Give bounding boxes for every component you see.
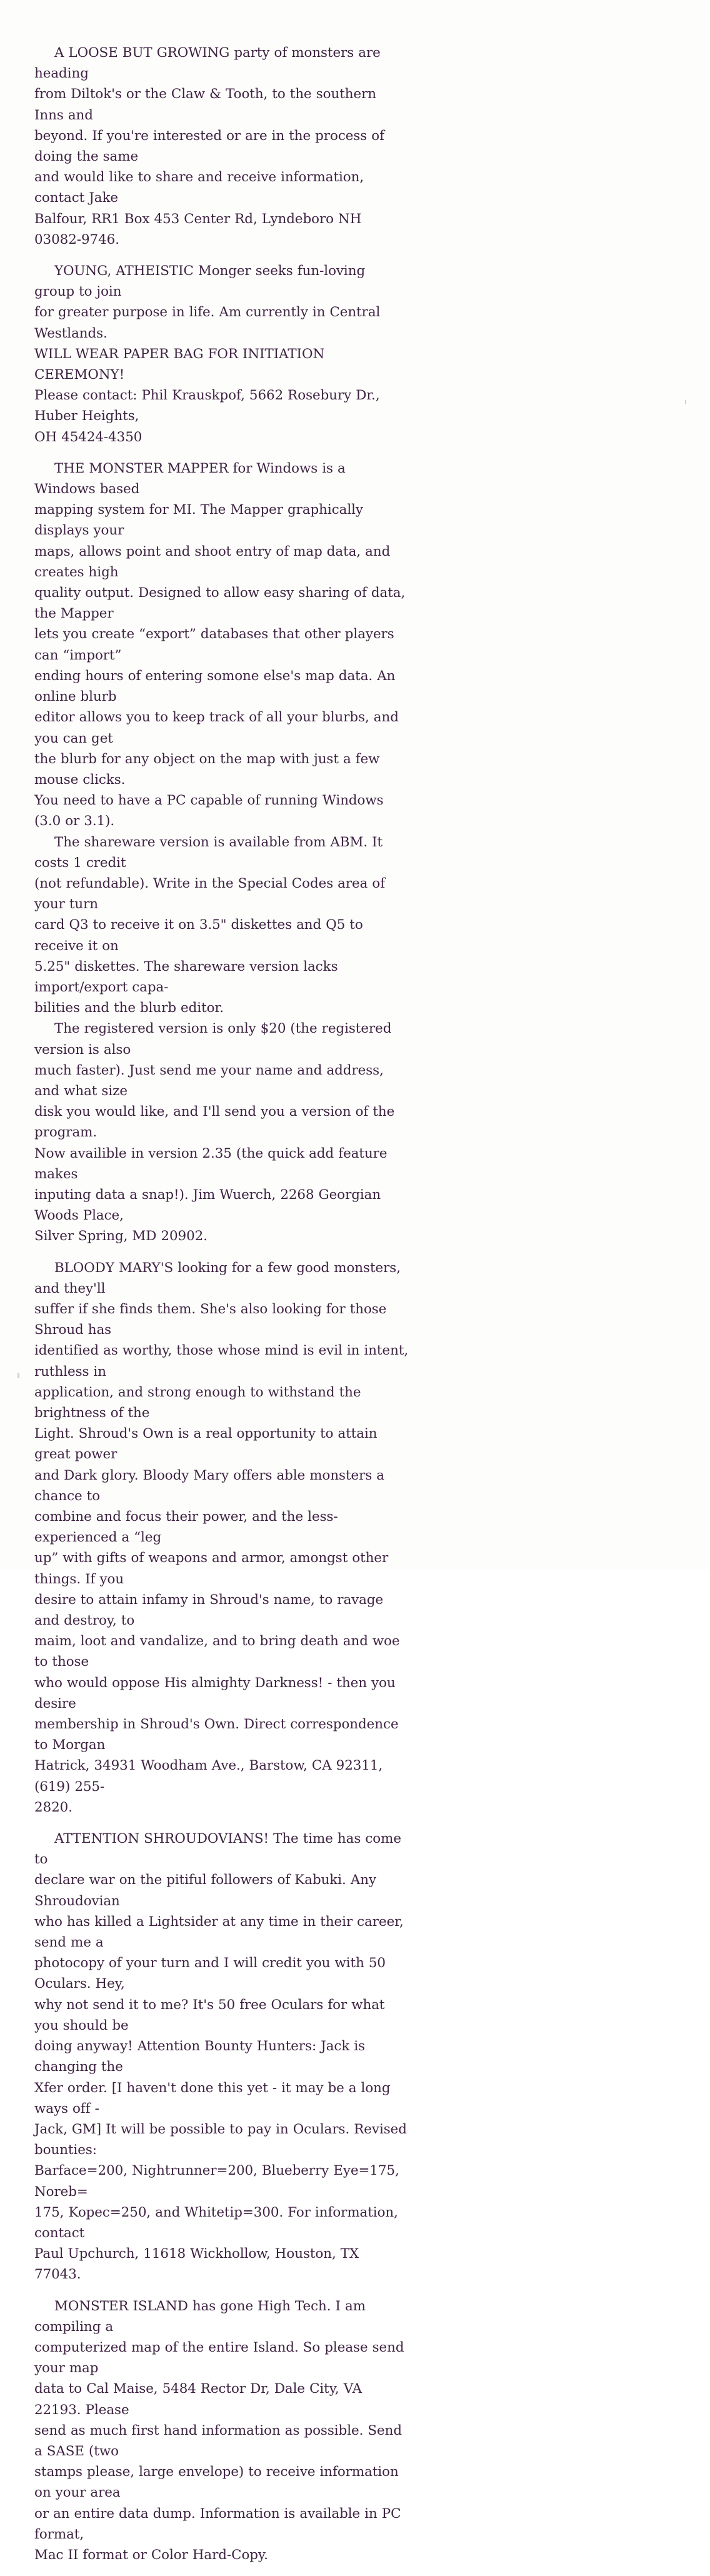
text-line: why not send it to me? It's 50 free Oculars for what you should be <box>34 1997 389 2033</box>
paragraph-attention-shroudovians <box>34 1828 409 2285</box>
paragraph-monster-island <box>34 2296 409 2566</box>
text-line: maim, loot and vandalize, and to bring death and woe to those <box>34 1633 404 1670</box>
text-line: membership in Shroud's Own. Direct correspondence to Morgan <box>34 1716 403 1753</box>
text-line: Paul Upchurch, 11618 Wickhollow, Houston, TX 77043. <box>34 2246 364 2283</box>
text-line: Jack, GM] It will be possible to pay in Oculars. Revised bounties: <box>34 2121 411 2158</box>
text-line: Balfour, RR1 Box 453 Center Rd, Lyndeboro NH 03082-9746. <box>34 211 366 248</box>
text-line: Please contact: Phil Krauskpof, 5662 Rosebury Dr., Huber Heights, <box>34 388 384 424</box>
text-line: data to Cal Maise, 5484 Rector Dr, Dale City, VA 22193. Please <box>34 2381 367 2418</box>
text-line: identified as worthy, those whose mind is evil in intent, ruthless in <box>34 1343 413 1380</box>
text-line: much faster). Just send me your name and address, and what size <box>34 1062 388 1099</box>
text-line: stamps please, large envelope) to receive information on your area <box>34 2464 403 2501</box>
text-line: The registered version is only $20 (the registered version is also <box>34 1021 396 1058</box>
text-line: and would like to share and receive information, contact Jake <box>34 169 369 206</box>
text-line: OH 45424-4350 <box>34 429 142 445</box>
text-line: application, and strong enough to withstand the brightness of the <box>34 1384 366 1421</box>
text-line: Hatrick, 34931 Woodham Ave., Barstow, CA 92311, (619) 255- <box>34 1758 388 1795</box>
text-line: suffer if she finds them. She's also looking for those Shroud has <box>34 1301 391 1338</box>
text-line: 5.25" diskettes. The shareware version lacks import/export capa- <box>34 958 342 995</box>
text-line: and Dark glory. Bloody Mary offers able monsters a chance to <box>34 1467 389 1504</box>
text-line: inputing data a snap!). Jim Wuerch, 2268 Georgian Woods Place, <box>34 1186 386 1224</box>
text-column <box>34 43 413 2576</box>
scan-speckle <box>18 1373 19 1378</box>
text-line: MONSTER ISLAND has gone High Tech. I am compiling a <box>34 2298 371 2335</box>
text-line: You need to have a PC capable of running Windows (3.0 or 3.1). <box>34 793 388 829</box>
text-line: YOUNG, ATHEISTIC Monger seeks fun-loving group to join <box>34 263 370 300</box>
text-line: Silver Spring, MD 20902. <box>34 1228 208 1245</box>
paragraph-mapper-shareware <box>34 832 409 1019</box>
text-line: Now availible in version 2.35 (the quick add feature makes <box>34 1145 392 1182</box>
text-line: ATTENTION SHROUDOVIANS! The time has come to <box>34 1831 406 1868</box>
text-line: quality output. Designed to allow easy sharing of data, the Mapper <box>34 585 410 622</box>
text-line: 2820. <box>34 1799 72 1815</box>
scan-speckle <box>685 400 686 404</box>
text-line: doing anyway! Attention Bounty Hunters: Jack is changing the <box>34 2038 370 2075</box>
text-line: the blurb for any object on the map with just a few mouse clicks. <box>34 751 384 788</box>
text-line: THE MONSTER MAPPER for Windows is a Windows based <box>34 460 350 498</box>
text-line: combine and focus their power, and the less-experienced a “leg <box>34 1509 338 1546</box>
text-line: Xfer order. [I haven't done this yet - it may be a long ways off - <box>34 2080 395 2117</box>
text-line: (not refundable). Write in the Special Codes area of your turn <box>34 875 390 913</box>
paragraph-bloody-marys <box>34 1258 413 1818</box>
text-line: or an entire data dump. Information is available in PC format, <box>34 2505 406 2542</box>
text-line: card Q3 to receive it on 3.5" diskettes and Q5 to receive it on <box>34 917 368 954</box>
text-line: up” with gifts of weapons and armor, amongst other things. If you <box>34 1550 393 1587</box>
text-line: BLOODY MARY'S looking for a few good monsters, and they'll <box>34 1260 406 1296</box>
text-line: The shareware version is available from ABM. It costs 1 credit <box>34 834 388 871</box>
paragraph-loose-growing-party <box>34 43 409 250</box>
text-line: who has killed a Lightsider at any time in their career, send me a <box>34 1913 408 1951</box>
text-line: send as much first hand information as possible. Send a SASE (two <box>34 2422 407 2459</box>
text-line: disk you would like, and I'll send you a version of the program. <box>34 1104 399 1141</box>
text-line: Barface=200, Nightrunner=200, Blueberry Eye=175, Noreb= <box>34 2163 404 2200</box>
text-line: bilities and the blurb editor. <box>34 1000 224 1016</box>
text-line: maps, allows point and shoot entry of map data, and creates high <box>34 543 395 580</box>
text-line: beyond. If you're interested or are in the process of doing the same <box>34 128 389 165</box>
text-line: 175, Kopec=250, and Whitetip=300. For information, contact <box>34 2204 402 2241</box>
paragraph-monster-mapper <box>34 458 409 832</box>
text-line: editor allows you to keep track of all your blurbs, and you can get <box>34 709 403 746</box>
text-line: ending hours of entering somone else's map data. An online blurb <box>34 668 400 705</box>
paragraph-young-atheistic-monger <box>34 261 409 448</box>
text-line: for greater purpose in life. Am currently in Central Westlands. <box>34 304 385 341</box>
text-line: A LOOSE BUT GROWING party of monsters are heading <box>34 45 385 82</box>
text-line: photocopy of your turn and I will credit you with 50 Oculars. Hey, <box>34 1955 391 1992</box>
text-line: who would oppose His almighty Darkness! - then you desire <box>34 1675 400 1711</box>
text-line: mapping system for MI. The Mapper graphically displays your <box>34 502 368 539</box>
paragraph-mapper-registered <box>34 1018 409 1246</box>
text-line: declare war on the pitiful followers of Kabuki. Any Shroudovian <box>34 1872 381 1909</box>
text-line: WILL WEAR PAPER BAG FOR INITIATION CEREMONY! <box>34 346 329 383</box>
text-line: desire to attain infamy in Shroud's name, to ravage and destroy, to <box>34 1591 388 1629</box>
text-line: from Diltok's or the Claw & Tooth, to the southern Inns and <box>34 86 381 123</box>
text-line: computerized map of the entire Island. So please send your map <box>34 2339 409 2377</box>
text-line: Mac II format or Color Hard-Copy. <box>34 2547 268 2563</box>
text-line: lets you create “export” databases that other players can “import” <box>34 626 399 663</box>
text-line: Light. Shroud's Own is a real opportunity to attain great power <box>34 1426 382 1463</box>
